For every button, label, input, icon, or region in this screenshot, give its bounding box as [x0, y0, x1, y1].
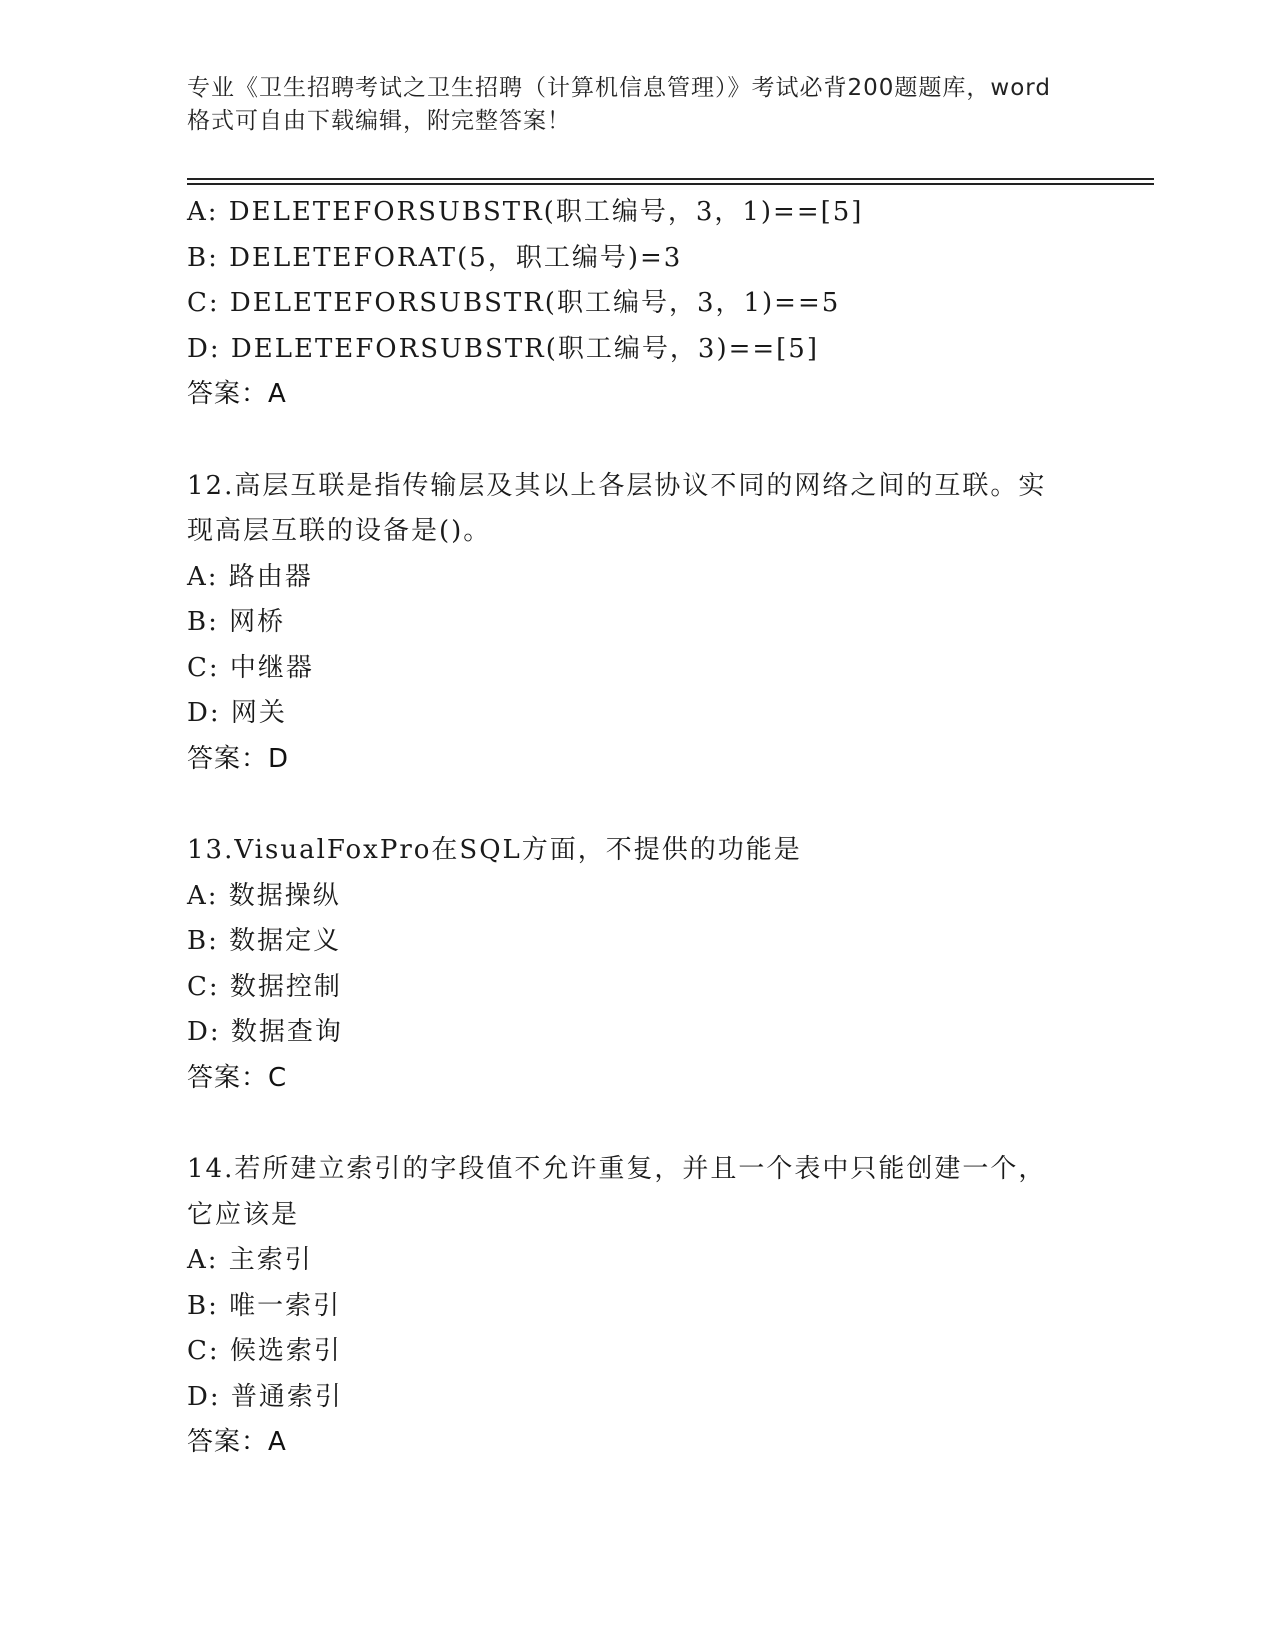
answer-option: D: 数据查询 [187, 1017, 343, 1047]
header-title-line-2: 格式可自由下载编辑，附完整答案！ [187, 108, 571, 134]
answer-option: A: 主索引 [187, 1245, 313, 1275]
answer-option: C: DELETEFORSUBSTR(职工编号，3，1)==5 [187, 288, 841, 318]
answer-key: 答案：D [187, 743, 290, 774]
answer-option: B: 网桥 [187, 607, 286, 637]
answer-option: A: DELETEFORSUBSTR(职工编号，3，1)==[5] [187, 197, 864, 227]
answer-option: D: 普通索引 [187, 1381, 343, 1412]
question-block [187, 828, 1107, 1101]
question-block [187, 464, 1107, 783]
question-block [187, 190, 1107, 418]
header-title-line-1: 专业《卫生招聘考试之卫生招聘（计算机信息管理）》考试必背200题题库，word [187, 75, 1051, 101]
header-divider-top [187, 178, 1154, 180]
question-stem-line: 现高层互联的设备是()。 [187, 516, 492, 546]
question-stem-line: 14.若所建立索引的字段值不允许重复，并且一个表中只能创建一个， [187, 1154, 1047, 1184]
answer-key: 答案：A [187, 379, 287, 409]
answer-option: D: DELETEFORSUBSTR(职工编号，3)==[5] [187, 333, 819, 364]
answer-option: A: 数据操纵 [187, 880, 341, 911]
question-stem-line: 13.VisualFoxPro在SQL方面，不提供的功能是 [187, 835, 802, 865]
answer-option: C: 中继器 [187, 652, 314, 683]
answer-option: B: 数据定义 [187, 926, 342, 956]
question-stem-line: 12.高层互联是指传输层及其以上各层协议不同的网络之间的互联。实 [187, 470, 1047, 501]
answer-option: A: 路由器 [187, 561, 313, 592]
header-divider-bottom [187, 183, 1154, 185]
answer-option: C: 数据控制 [187, 971, 342, 1002]
question-block [187, 1147, 1107, 1466]
answer-option: B: 唯一索引 [187, 1290, 342, 1321]
answer-option: D: 网关 [187, 698, 287, 728]
document-header [187, 72, 1087, 138]
answer-option: C: 候选索引 [187, 1336, 342, 1366]
question-stem-line: 它应该是 [187, 1199, 300, 1230]
answer-key: 答案：A [187, 1427, 287, 1457]
answer-key: 答案：C [187, 1062, 288, 1093]
question-list [187, 190, 1107, 1466]
answer-option: B: DELETEFORAT(5，职工编号)=3 [187, 242, 683, 273]
